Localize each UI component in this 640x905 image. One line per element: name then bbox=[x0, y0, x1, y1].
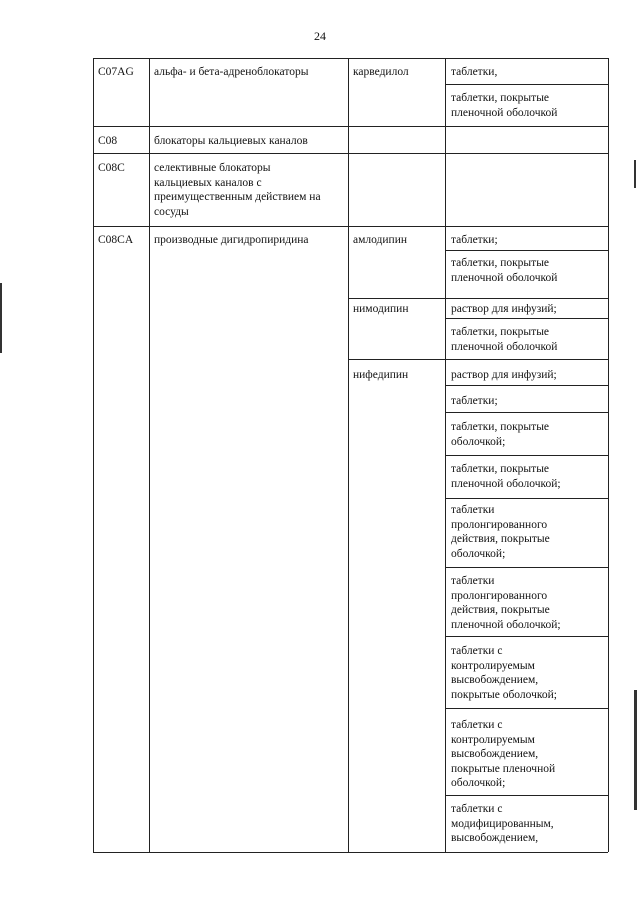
table-rule bbox=[93, 126, 608, 127]
dosage-form: таблетки, bbox=[451, 66, 498, 78]
drug-name: амлодипин bbox=[353, 234, 408, 246]
dosage-form: таблетки пролонгированного действия, покрытые оболочкой; bbox=[451, 504, 550, 560]
dosage-form: раствор для инфузий; bbox=[451, 369, 557, 381]
dosage-form: таблетки; bbox=[451, 395, 498, 407]
dosage-form: таблетки с модифицированным, высвобождением, bbox=[451, 803, 554, 845]
drug-name: карведилол bbox=[353, 66, 409, 78]
dosage-form: таблетки, покрытые оболочкой; bbox=[451, 421, 550, 448]
dosage-form: таблетки с контролируемым высвобождением, покрытые пленочной оболочкой; bbox=[451, 719, 556, 790]
scan-edge-mark bbox=[634, 690, 637, 810]
atc-group: производные дигидропиридина bbox=[154, 234, 309, 246]
dosage-form: таблетки пролонгированного действия, покрытые пленочной оболочкой; bbox=[451, 575, 561, 631]
table-rule bbox=[445, 412, 608, 413]
atc-group: альфа- и бета-адреноблокаторы bbox=[154, 66, 309, 78]
table-rule bbox=[348, 359, 608, 360]
atc-code: C08 bbox=[98, 135, 118, 147]
drug-table bbox=[93, 58, 608, 852]
dosage-form: таблетки, покрытые пленочной оболочкой bbox=[451, 326, 558, 353]
table-rule bbox=[445, 318, 608, 319]
atc-group: блокаторы кальциевых каналов bbox=[154, 135, 308, 147]
atc-code: C07AG bbox=[98, 66, 134, 78]
table-rule bbox=[149, 58, 150, 852]
scan-edge-mark bbox=[0, 283, 2, 353]
table-rule bbox=[445, 636, 608, 637]
table-rule bbox=[445, 250, 608, 251]
table-rule bbox=[93, 58, 608, 59]
table-rule bbox=[348, 58, 349, 852]
table-rule bbox=[445, 708, 608, 709]
dosage-form: таблетки с контролируемым высвобождением, покрытые оболочкой; bbox=[451, 645, 557, 701]
table-rule bbox=[445, 84, 608, 85]
table-rule bbox=[348, 298, 608, 299]
dosage-form: таблетки, покрытые пленочной оболочкой bbox=[451, 92, 558, 119]
table-rule bbox=[445, 385, 608, 386]
dosage-form: таблетки, покрытые пленочной оболочкой bbox=[451, 257, 558, 284]
page-number: 24 bbox=[314, 29, 326, 43]
table-rule bbox=[445, 455, 608, 456]
table-rule bbox=[93, 153, 608, 154]
table-rule bbox=[93, 852, 608, 853]
scan-edge-mark bbox=[634, 160, 636, 188]
table-rule bbox=[445, 795, 608, 796]
atc-code: C08C bbox=[98, 162, 125, 174]
dosage-form: раствор для инфузий; bbox=[451, 303, 557, 315]
table-rule bbox=[93, 226, 608, 227]
table-rule bbox=[445, 498, 608, 499]
atc-group: селективные блокаторы кальциевых каналов с преимущественным действием на сосуды bbox=[154, 162, 321, 218]
drug-name: нифедипин bbox=[353, 369, 409, 381]
table-rule bbox=[445, 567, 608, 568]
table-rule bbox=[93, 58, 94, 852]
atc-code: C08CA bbox=[98, 234, 134, 246]
table-rule bbox=[608, 58, 609, 852]
drug-name: нимодипин bbox=[353, 303, 409, 315]
dosage-form: таблетки, покрытые пленочной оболочкой; bbox=[451, 463, 561, 490]
table-rule bbox=[445, 58, 446, 852]
dosage-form: таблетки; bbox=[451, 234, 498, 246]
